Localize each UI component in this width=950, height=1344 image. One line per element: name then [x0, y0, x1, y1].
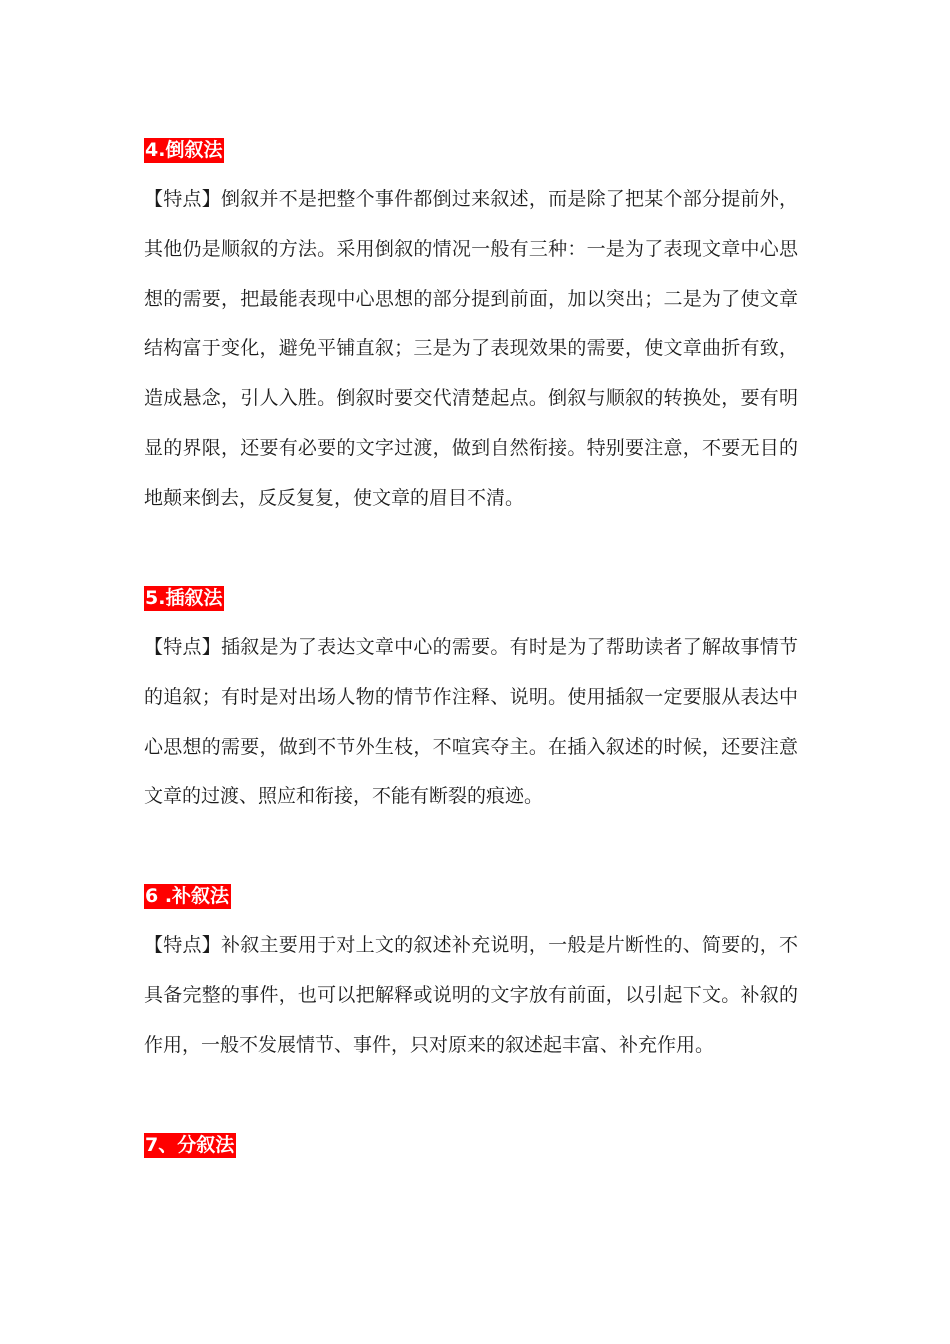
section-body-6	[144, 921, 798, 1070]
paragraph-line: 【特点】补叙主要用于对上文的叙述补充说明，一般是片断性的、简要的，不	[144, 934, 798, 956]
paragraph-line: 地颠来倒去，反反复复，使文章的眉目不清。	[144, 486, 525, 509]
paragraph-line: 文章的过渡、照应和衔接，不能有断裂的痕迹。	[144, 785, 544, 808]
section-body-5	[144, 623, 798, 822]
paragraph-line: 作用，一般不发展情节、事件，只对原来的叙述起丰富、补充作用。	[144, 1033, 715, 1056]
paragraph-line: 其他仍是顺叙的方法。采用倒叙的情况一般有三种：一是为了表现文章中心思	[144, 237, 798, 260]
paragraph-line: 想的需要，把最能表现中心思想的部分提到前面，加以突出；二是为了使文章	[144, 287, 798, 310]
paragraph-line: 心思想的需要，做到不节外生枝，不喧宾夺主。在插入叙述的时候，还要注意	[144, 735, 798, 758]
section-heading-4: 4.倒叙法	[145, 139, 223, 161]
paragraph-line: 结构富于变化，避免平铺直叙；三是为了表现效果的需要，使文章曲折有致，	[144, 337, 798, 360]
paragraph-line: 【特点】插叙是为了表达文章中心的需要。有时是为了帮助读者了解故事情节	[144, 636, 798, 658]
section-heading-7: 7、分叙法	[145, 1134, 235, 1156]
section-heading-6: 6 .补叙法	[145, 885, 230, 907]
paragraph-line: 的追叙；有时是对出场人物的情节作注释、说明。使用插叙一定要服从表达中	[144, 685, 798, 708]
section-heading-5: 5.插叙法	[145, 587, 223, 609]
paragraph-line: 具备完整的事件，也可以把解释或说明的文字放有前面，以引起下文。补叙的	[144, 983, 798, 1006]
paragraph-line: 造成悬念，引人入胜。倒叙时要交代清楚起点。倒叙与顺叙的转换处，要有明	[144, 387, 798, 410]
section-body-4	[144, 175, 798, 524]
paragraph-line: 显的界限，还要有必要的文字过渡，做到自然衔接。特别要注意，不要无目的	[144, 436, 798, 459]
paragraph-line: 【特点】倒叙并不是把整个事件都倒过来叙述，而是除了把某个部分提前外，	[144, 188, 798, 210]
